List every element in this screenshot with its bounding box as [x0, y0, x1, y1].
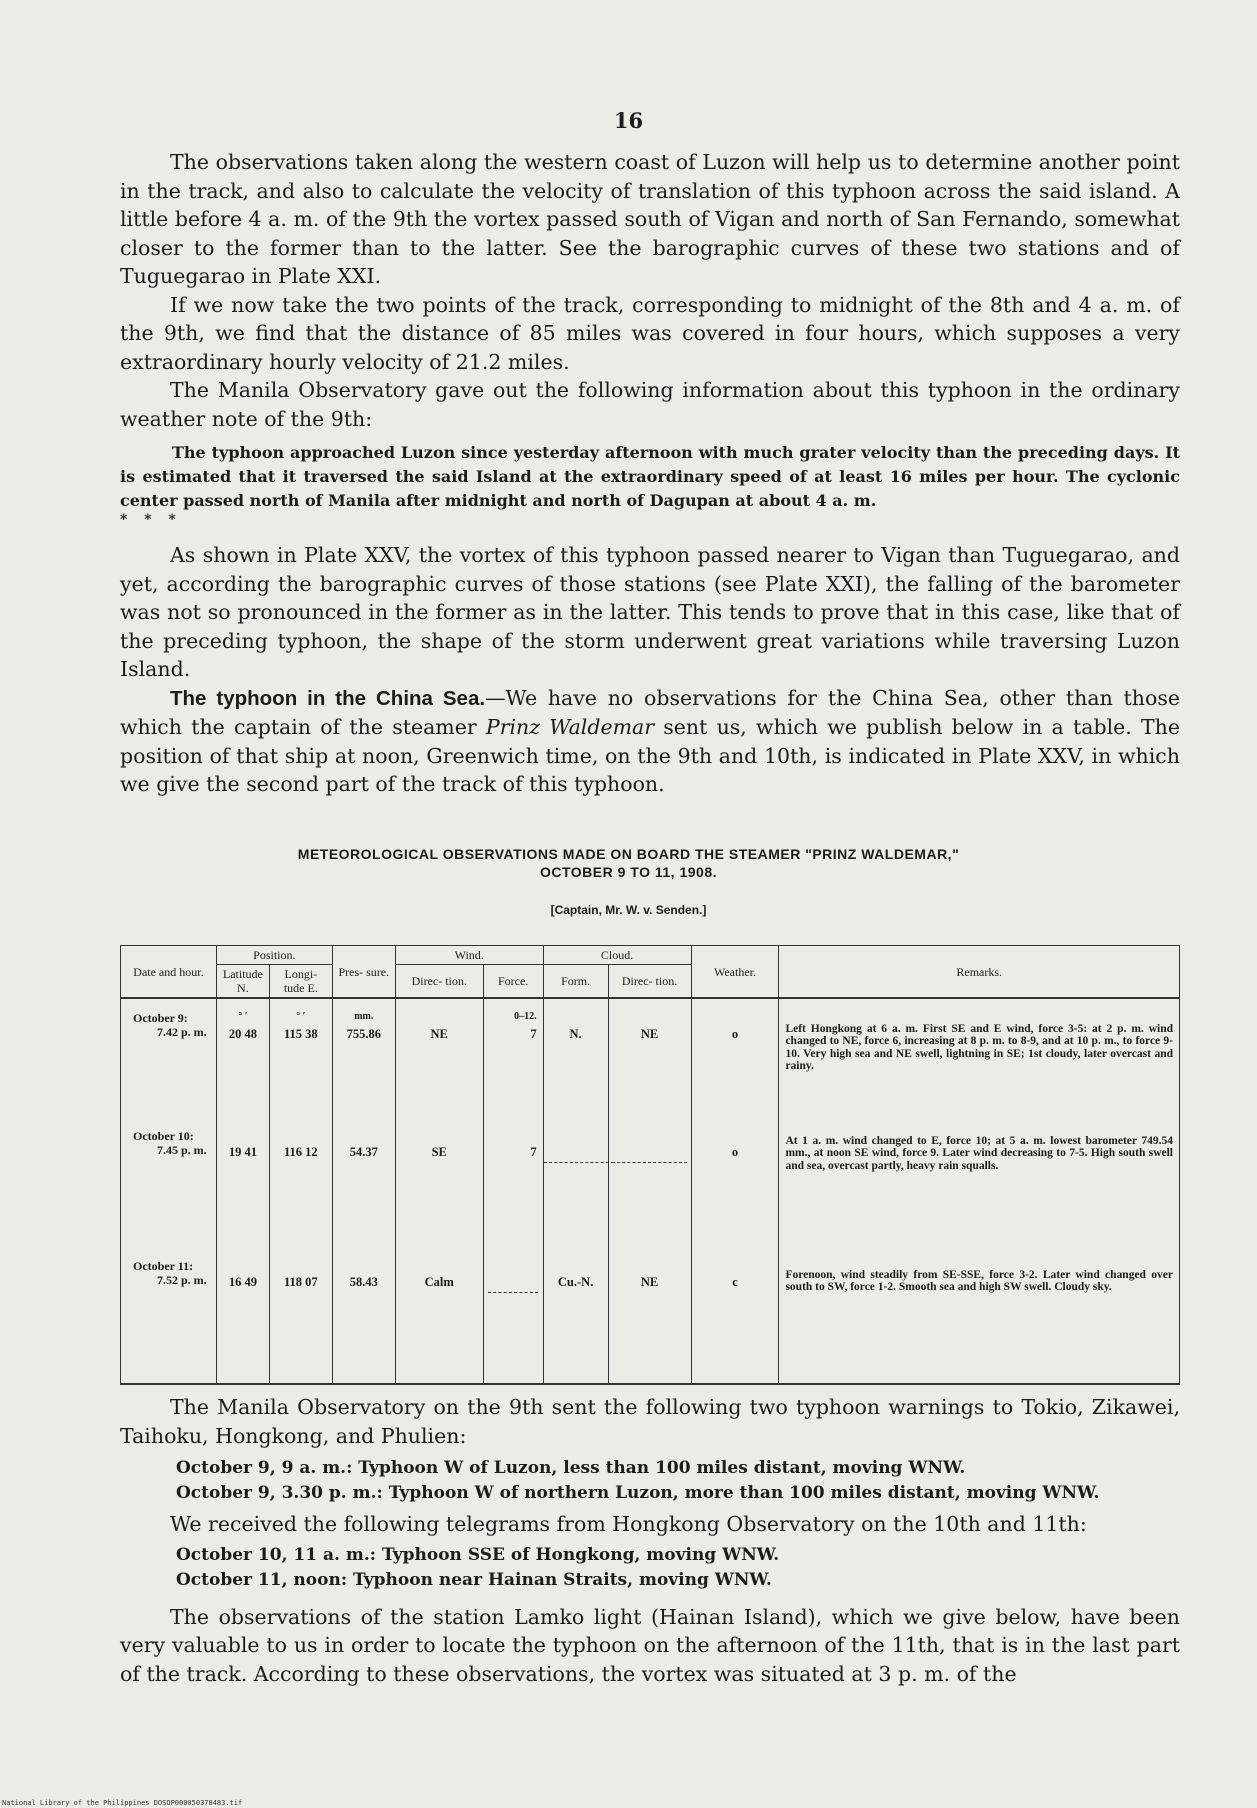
- header-cloud: Cloud.: [543, 946, 691, 965]
- header-longitude: Longi- tude E.: [269, 965, 332, 999]
- wind-direction-cell: NE SE Calm: [395, 998, 483, 1384]
- paragraph-1: The observations taken along the western coast of Luzon will help us to determine another point in the track, and also to calculate the velocity of translation of this typhoon across the said island. A little before 4 a. m. of the 9th the vortex passed south of Vigan and north of San Fernando, somewhat closer to the former than to the latter. See the barographic curves of these two stations and of Tuguegarao in Plate XXI.: [120, 150, 1180, 288]
- page-number: 16: [613, 108, 644, 133]
- pressure-cell: mm. 755.86 54.37 58.43: [332, 998, 395, 1384]
- header-remarks: Remarks.: [779, 946, 1180, 999]
- observations-table: [120, 945, 1180, 1385]
- ship-name: Prinz Waldemar: [485, 715, 655, 739]
- quote-ellipsis: * * *: [120, 512, 182, 528]
- paragraph-2: If we now take the two points of the track, corresponding to midnight of the 8th and 4 a. m. of the 9th, we find that the distance of 85 miles was covered in four hours, which supposes a very extraordinary hourly velocity of 21.2 miles.: [120, 292, 1180, 374]
- cloud-form-cell: N. Cu.-N.: [543, 998, 608, 1384]
- scan-footer: National Library of the Philippines DOSOP000050378483.tif: [2, 1799, 243, 1807]
- empty-dash: [544, 1162, 614, 1163]
- telegram-1: October 10, 11 a. m.: Typhoon SSE of Hongkong, moving WNW.: [176, 1544, 780, 1565]
- latitude-cell: ° ′ 20 48 19 41 16 49: [216, 998, 269, 1384]
- header-date: Date and hour.: [121, 946, 217, 999]
- weather-note-quote: The typhoon approached Luzon since yesterday afternoon with much grater velocity than the preceding days. It is estimated that it traversed the said Island at the extraordinary speed of at least 16 miles per hour. The cyclonic center passed north of Manila after midnight and north of Dagupan at about 4 a. m.: [120, 443, 1180, 510]
- body-top: [120, 148, 1180, 799]
- header-wind: Wind.: [395, 946, 543, 965]
- header-cloud-form: Form.: [543, 965, 608, 999]
- empty-dash: [612, 1162, 687, 1163]
- warning-2: October 9, 3.30 p. m.: Typhoon W of northern Luzon, more than 100 miles distant, moving WNW.: [176, 1483, 1100, 1503]
- paragraph-5: The typhoon in the China Sea.—We have no observations for the China Sea, other than those which the captain of the steamer Prinz Waldemar sent us, which we publish below in a table. The position of that ship at noon, Greenwich time, on the 9th and 10th, is indicated in Plate XXV, in which we give the second part of the track of this typhoon.: [120, 685, 1180, 796]
- weather-cell: o o c: [691, 998, 779, 1384]
- header-latitude: Latitude N.: [216, 965, 269, 999]
- paragraph-6: The Manila Observatory on the 9th sent the following two typhoon warnings to Tokio, Zikawei, Taihoku, Hongkong, and Phulien:: [120, 1395, 1180, 1448]
- paragraph-8: The observations of the station Lamko light (Hainan Island), which we give below, have been very valuable to us in order to locate the typhoon on the afternoon of the 11th, that is in the last part of the track. According to these observations, the vortex was situated at 3 p. m. of the: [120, 1604, 1180, 1686]
- table-title: METEOROLOGICAL OBSERVATIONS MADE ON BOARD THE STEAMER "PRINZ WALDEMAR," OCTOBER 9 TO 11, 1908.: [297, 846, 960, 880]
- header-wind-direction: Direc- tion.: [395, 965, 483, 999]
- paragraph-7: We received the following telegrams from Hongkong Observatory on the 10th and 11th:: [170, 1512, 1087, 1536]
- header-wind-force: Force.: [483, 965, 543, 999]
- telegram-2: October 11, noon: Typhoon near Hainan Straits, moving WNW.: [176, 1569, 772, 1590]
- empty-dash: [488, 1292, 538, 1293]
- header-cloud-direction: Direc- tion.: [608, 965, 691, 999]
- body-bottom: [120, 1393, 1180, 1688]
- table-captain-note: [Captain, Mr. W. v. Senden.]: [550, 903, 707, 917]
- paragraph-3: The Manila Observatory gave out the following information about this typhoon in the ordinary weather note of the 9th:: [120, 378, 1180, 431]
- header-pressure: Pres- sure.: [332, 946, 395, 999]
- date-cell: October 9: 7.42 p. m. October 10: 7.45 p. m. October 11: 7.52 p. m.: [121, 998, 217, 1384]
- cloud-direction-cell: NE NE: [608, 998, 691, 1384]
- warning-1: October 9, 9 a. m.: Typhoon W of Luzon, less than 100 miles distant, moving WNW.: [176, 1458, 966, 1478]
- longitude-cell: ° ′ 115 38 116 12 118 07: [269, 998, 332, 1384]
- paragraph-4: As shown in Plate XXV, the vortex of this typhoon passed nearer to Vigan than Tuguegarao, and yet, according the barographic curves of those stations (see Plate XXI), the falling of the barometer was not so pronounced in the former as in the latter. This tends to prove that in this case, like that of the preceding typhoon, the shape of the storm underwent great variations while traversing Luzon Island.: [120, 543, 1180, 681]
- remarks-cell: Left Hongkong at 6 a. m. First SE and E wind, force 3-5: at 2 p. m. wind changed to NE, force 6, increasing at 8 p. m. to 8-9, and at 10 p. m., to force 9-10. Very high sea and NE swell, lightning in SE; 1st cloudy, later overcast and rainy. At 1 a. m. wind changed to E, force 10; at 5 a. m. lowest barometer 749.54 mm., at noon SE wind, force 9. Later wind decreasing to 7-5. High south swell and sea, overcast partly, heavy rain squalls. Forenoon, wind steadily from SE-SSE, force 3-2. Later wind changed over south to SW, force 1-2. Smooth sea and high SW swell. Cloudy sky.: [779, 998, 1180, 1384]
- table-row: [121, 998, 1180, 1384]
- section-run-in-heading: The typhoon in the China Sea.: [170, 686, 486, 710]
- wind-force-cell: 0–12. 7 7: [483, 998, 543, 1384]
- header-position: Position.: [216, 946, 332, 965]
- header-weather: Weather.: [691, 946, 779, 999]
